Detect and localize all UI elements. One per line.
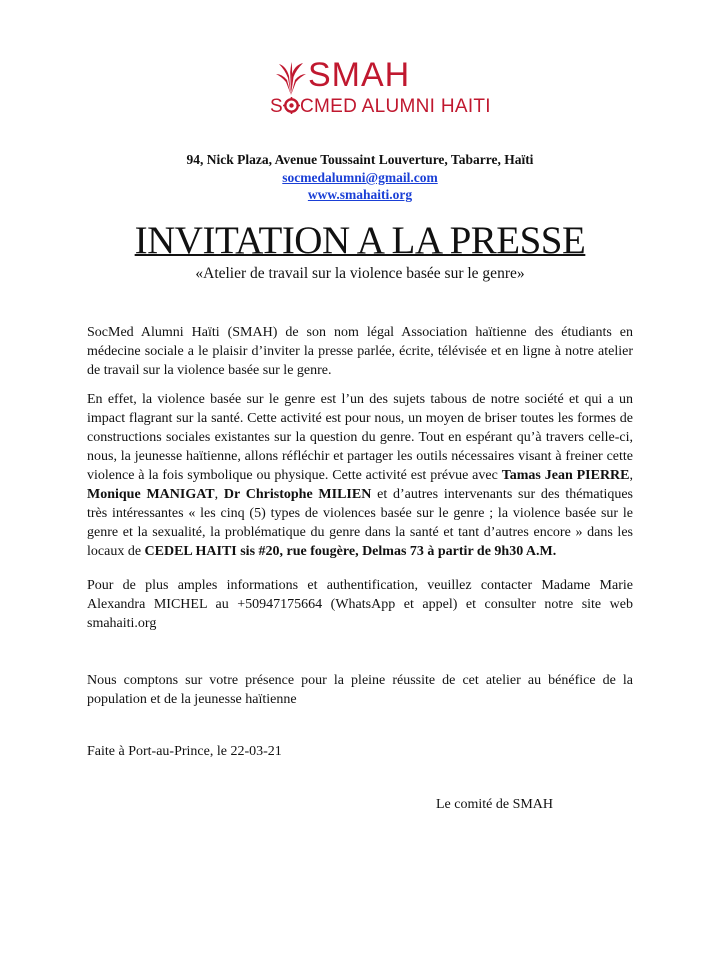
closing-paragraph: Nous comptons sur votre présence pour la pleine réussite de cet atelier au bénéfice de la population et de la jeunesse haïtienne — [87, 673, 633, 707]
separator-1: , — [629, 468, 634, 483]
gear-o-icon — [283, 97, 300, 114]
page-subtitle: «Atelier de travail sur la violence basée sur le genre» — [195, 265, 525, 282]
address-line: 94, Nick Plaza, Avenue Toussaint Louverture, Tabarre, Haïti — [186, 152, 534, 167]
contact-paragraph: Pour de plus amples informations et authentification, veuillez contacter Madame Marie Alexandra MICHEL au +50947175664 (WhatsApp et appel) et consulter notre site web smahaiti.org — [87, 578, 633, 631]
logo-subtitle — [270, 96, 491, 118]
separator-2: , — [214, 487, 224, 502]
details-text-1: En effet, la violence basée sur le genre est l’un des sujets tabous de notre société et qui a un impact flagrant sur la santé. Cette activité est pour nous, un moyen de briser toutes les formes de constructions sociales existantes sur la question du genre. Tout en espérant qu’à travers celle-ci, nous, la jeunesse haïtienne, allons réfléchir et partager les outils nécessaires visant à freiner cette violence à la fois symbolique ou physique. Cette activité est prévue avec — [87, 392, 633, 483]
page-title: INVITATION A LA PRESSE — [134, 219, 586, 262]
palm-leaves-icon — [276, 62, 306, 96]
logo-subtitle-prefix: S — [270, 96, 283, 117]
logo-subtitle-rest: CMED ALUMNI HAITI — [299, 96, 491, 117]
place-date: Faite à Port-au-Prince, le 22-03-21 — [87, 744, 282, 759]
email-link[interactable]: socmedalumni@gmail.com — [282, 170, 438, 185]
signature-line: Le comité de SMAH — [436, 797, 554, 812]
website-link[interactable]: www.smahaiti.org — [307, 187, 413, 202]
speaker-1: Tamas Jean PIERRE — [501, 468, 630, 483]
details-text-2: et d’autres intervenants sur des thématiques très intéressantes « les cinq (5) types de violences basée sur le genre ; la violence basée sur le genre et la sexualité, la problématique du genre dans la santé et tant d’autres encore » dans les locaux de — [87, 487, 634, 559]
smah-logo — [0, 56, 720, 126]
intro-paragraph: SocMed Alumni Haïti (SMAH) de son nom légal Association haïtienne des étudiants en médecine sociale a le plaisir d’inviter la presse parlée, écrite, télévisée et en ligne à notre atelier de travail sur la violence basée sur le genre. — [87, 325, 633, 378]
venue-time: CEDEL HAITI sis #20, rue fougère, Delmas 73 à partir de 9h30 A.M. — [144, 544, 557, 559]
logo-title: SMAH — [308, 56, 411, 94]
speaker-2: Monique MANIGAT — [87, 487, 215, 502]
details-paragraph — [87, 390, 633, 561]
speaker-3: Dr Christophe MILIEN — [223, 487, 372, 502]
